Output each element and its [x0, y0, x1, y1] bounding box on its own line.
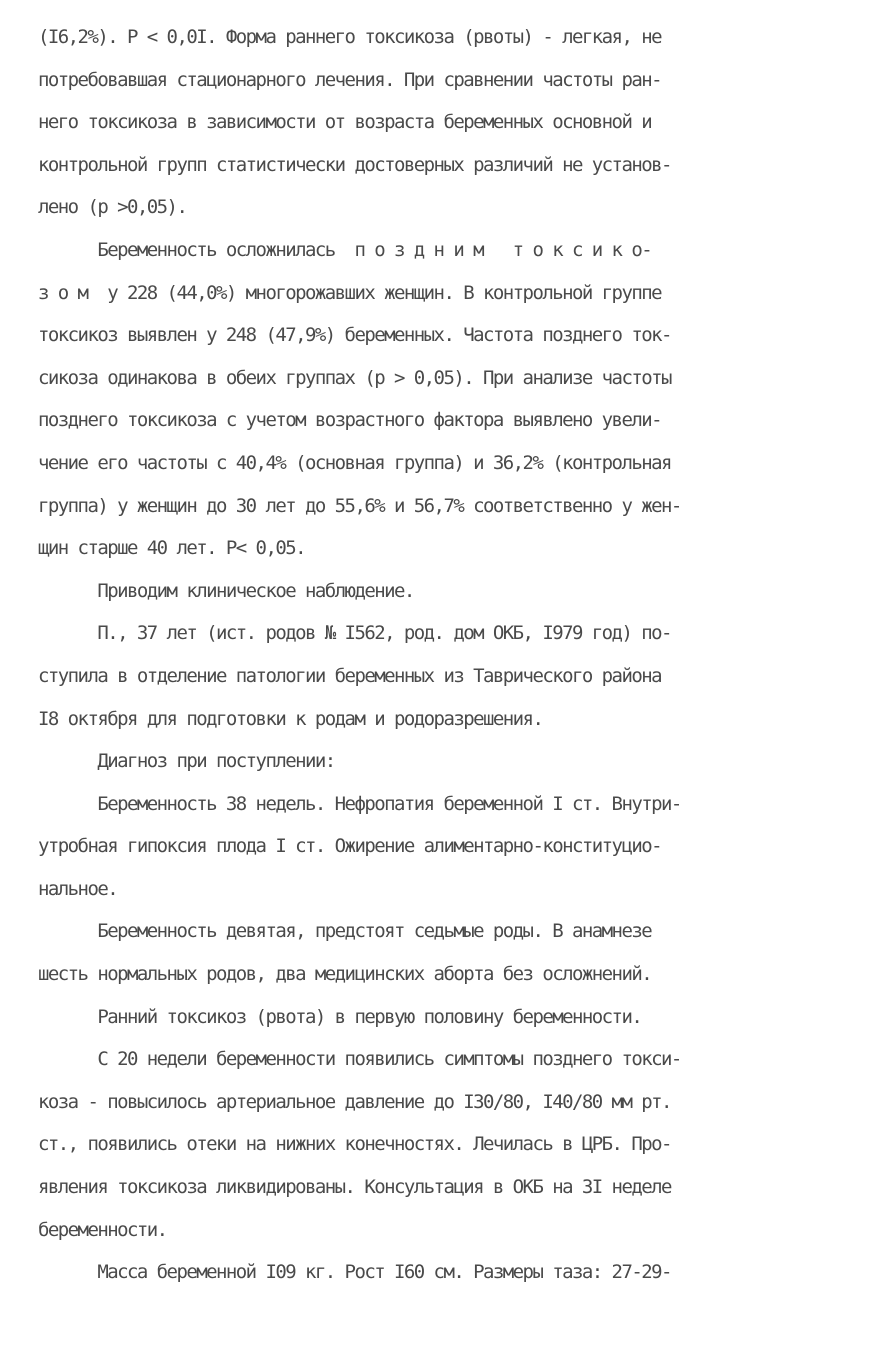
text-line: чение его частоты с 40,4% (основная группа) и 36,2% (контрольная — [38, 451, 671, 474]
text-line: беременности. — [38, 1218, 167, 1241]
text-line: потребовавшая стационарного лечения. При сравнении частоты ран- — [38, 68, 662, 91]
document-page — [38, 16, 848, 1294]
text-line: ст., появились отеки на нижних конечностях. Лечилась в ЦРБ. Про- — [38, 1133, 671, 1156]
text-line: Беременность 38 недель. Нефропатия беременной I ст. Внутри- — [38, 792, 681, 815]
text-line: Беременность девятая, предстоят седьмые роды. В анамнезе — [38, 920, 652, 943]
text-line: утробная гипоксия плода I ст. Ожирение алиментарно-конституцио- — [38, 835, 662, 858]
text-line: группа) у женщин до 30 лет до 55,6% и 56,7% соответственно у жен- — [38, 494, 681, 517]
text-line: него токсикоза в зависимости от возраста беременных основной и — [38, 111, 652, 134]
text-line: нальное. — [38, 877, 118, 900]
text-line: явления токсикоза ликвидированы. Консультация в ОКБ на 3I неделе — [38, 1176, 671, 1199]
text-line: (I6,2%). Р < 0,0I. Форма раннего токсикоза (рвоты) - легкая, не — [38, 26, 662, 48]
text-line: Ранний токсикоз (рвота) в первую половину беременности. — [38, 1005, 642, 1028]
text-line: сикоза одинакова в обеих группах (р > 0,05). При анализе частоты — [38, 366, 671, 389]
text-line: позднего токсикоза с учетом возрастного фактора выявлено увели- — [38, 409, 662, 432]
text-line: С 20 недели беременности появились симптомы позднего токси- — [38, 1048, 681, 1071]
text-line: токсикоз выявлен у 248 (47,9%) беременных. Частота позднего ток- — [38, 324, 671, 347]
text-line: коза - повысилось артериальное давление до I30/80, I40/80 мм рт. — [38, 1090, 671, 1113]
text-line: Беременность осложнилась п о з д н и м т о к с и к о- — [38, 238, 652, 261]
text-line: I8 октября для подготовки к родам и родоразрешения. — [38, 707, 543, 730]
text-line: Масса беременной I09 кг. Рост I60 см. Размеры таза: 27-29- — [38, 1261, 671, 1284]
text-line: з о м у 228 (44,0%) многорожавших женщин. В контрольной группе — [38, 281, 662, 304]
text-line: Диагноз при поступлении: — [38, 750, 335, 773]
text-line: шесть нормальных родов, два медицинских аборта без осложнений. — [38, 963, 652, 986]
text-line: щин старше 40 лет. Р< 0,05. — [38, 537, 306, 560]
text-line: контрольной групп статистически достоверных различий не установ- — [38, 153, 671, 176]
text-line: лено (р >0,05). — [38, 196, 187, 219]
text-line: П., 37 лет (ист. родов № I562, род. дом ОКБ, I979 год) по- — [38, 622, 671, 645]
text-line: Приводим клиническое наблюдение. — [38, 579, 414, 602]
text-line: ступила в отделение патологии беременных из Таврического района — [38, 664, 662, 687]
